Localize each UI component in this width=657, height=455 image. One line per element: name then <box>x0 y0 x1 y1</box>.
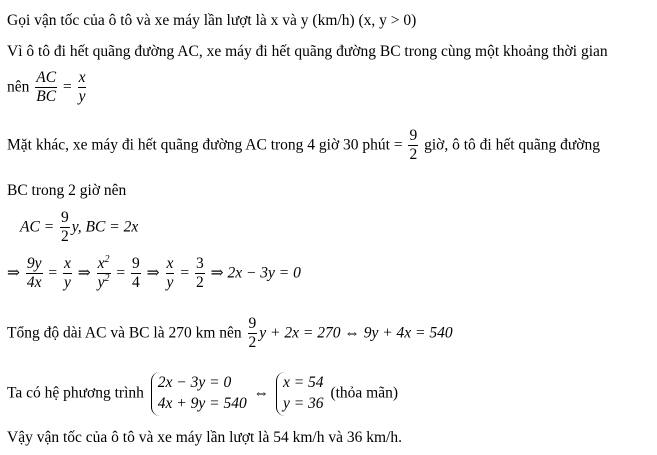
equals-sign: = <box>43 218 55 236</box>
linear-equation: 2x − 3y = 0 <box>227 264 301 282</box>
frac-den: 2 <box>409 146 418 164</box>
frac-num: 9 <box>131 256 141 274</box>
bc-time-text: BC trong 2 giờ nên <box>7 182 127 199</box>
frac-den: 4 <box>132 274 140 292</box>
frac-num: $x^2$ <box>97 256 111 274</box>
frac-den: 2 <box>61 228 69 246</box>
iff-symbol: ⇔ <box>253 384 270 402</box>
equals-sign: = <box>62 78 72 96</box>
system-line <box>7 372 398 416</box>
frac-num: 9 <box>60 210 70 228</box>
fraction-ac-bc <box>35 70 57 106</box>
equals-sign: = <box>48 264 58 282</box>
fraction-nine-halves <box>60 210 70 246</box>
equation-result: 9y + 4x = 540 <box>363 324 453 342</box>
time-line <box>7 128 600 164</box>
total-length-prefix: Tổng độ dài AC và BC là 270 km nên <box>7 324 242 342</box>
ac-bc-expression <box>20 210 138 246</box>
expr-ac: AC <box>20 218 40 236</box>
frac-num: x <box>78 70 87 88</box>
equation-system-1 <box>151 372 247 416</box>
system-row: 2x − 3y = 0 <box>157 374 232 391</box>
frac-num: 9 <box>408 128 418 146</box>
system-row: y = 36 <box>282 394 324 412</box>
implies-symbol: ⇒ <box>7 264 20 282</box>
frac-den: BC <box>36 88 57 106</box>
time-suffix: giờ, ô tô đi hết quãng đường <box>424 136 600 154</box>
frac-den: y <box>64 274 71 292</box>
iff-symbol: ⇔ <box>344 324 360 342</box>
ratio-prefix: nên <box>7 78 30 96</box>
reason-text: Vì ô tô đi hết quãng đường AC, xe máy đi hết quãng đường BC trong cùng một khoảng thời gian <box>7 43 608 60</box>
system-suffix: (thỏa mãn) <box>330 384 399 402</box>
fraction-9-4 <box>131 256 141 292</box>
implication-chain <box>7 256 301 292</box>
frac-num: 9 <box>248 316 258 334</box>
equals-sign: = <box>116 264 126 282</box>
frac-num: x <box>166 256 175 274</box>
conclusion-line <box>7 430 402 446</box>
fraction-3-2 <box>195 256 205 292</box>
fraction-nine-halves <box>248 316 258 352</box>
equation-system-2 <box>276 372 324 416</box>
implies-symbol: ⇒ <box>77 264 91 282</box>
equation-part: y + 2x = 270 <box>259 324 341 342</box>
fraction-9y-4x <box>26 256 43 292</box>
frac-num: 9y <box>26 256 43 274</box>
frac-num: x <box>63 256 72 274</box>
fraction-x-y <box>166 256 175 292</box>
fraction-nine-halves <box>408 128 418 164</box>
fraction-x-y <box>78 70 87 106</box>
reason-line <box>7 44 608 60</box>
frac-den: 4x <box>26 274 42 292</box>
frac-den: y <box>78 88 86 106</box>
fraction-x-y <box>63 256 72 292</box>
system-row: 4x + 9y = 540 <box>157 394 247 412</box>
system-row: x = 54 <box>282 374 324 391</box>
equals-sign: = <box>180 264 190 282</box>
time-prefix: Mặt khác, xe máy đi hết quãng đường AC trong 4 giờ 30 phút = <box>7 136 403 154</box>
ratio-line <box>7 70 88 106</box>
frac-den: 2 <box>248 334 257 352</box>
expr-rest: y, BC = 2x <box>71 218 139 236</box>
system-prefix: Ta có hệ phương trình <box>7 384 144 402</box>
bc-time-line <box>7 183 126 199</box>
implies-symbol: ⇒ <box>146 264 160 282</box>
frac-num: 3 <box>195 256 205 274</box>
intro-text: Gọi vận tốc của ô tô và xe máy lần lượt là x và y (km/h) (x, y > 0) <box>7 12 417 29</box>
frac-num: AC <box>35 70 57 88</box>
frac-den: 2 <box>195 274 204 292</box>
frac-den: $y^2$ <box>97 273 110 292</box>
intro-line <box>7 13 416 29</box>
implies-symbol: ⇒ <box>210 264 224 282</box>
frac-den: y <box>166 274 174 292</box>
fraction-x2-y2 <box>97 256 111 292</box>
total-length-line <box>7 316 453 352</box>
conclusion-text: Vậy vận tốc của ô tô và xe máy lần lượt là 54 km/h và 36 km/h. <box>7 429 402 446</box>
